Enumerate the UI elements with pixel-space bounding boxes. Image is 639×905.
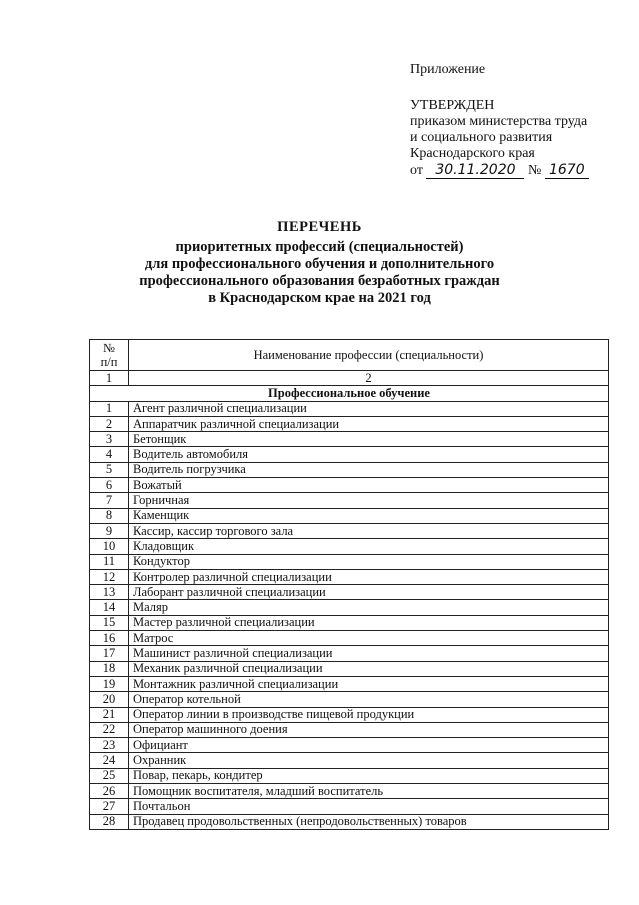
- table-row: [90, 447, 609, 462]
- row-number: 15: [90, 615, 129, 630]
- profession-name: Продавец продовольственных (непродовольственных) товаров: [129, 814, 609, 829]
- order-date-line: [410, 163, 589, 179]
- profession-name: Официант: [129, 738, 609, 753]
- table-row: [90, 646, 609, 661]
- row-number: 22: [90, 722, 129, 737]
- table-row: [90, 539, 609, 554]
- row-number: 5: [90, 462, 129, 477]
- row-number: 24: [90, 753, 129, 768]
- title-heading: ПЕРЕЧЕНЬ: [277, 219, 362, 235]
- profession-name: Бетонщик: [129, 432, 609, 447]
- table-row: [90, 600, 609, 615]
- row-number: 11: [90, 554, 129, 569]
- profession-name: Каменщик: [129, 508, 609, 523]
- handwritten-date: 30.11.2020: [426, 163, 524, 179]
- table-row: [90, 738, 609, 753]
- row-number: 14: [90, 600, 129, 615]
- profession-name: Оператор линии в производстве пищевой продукции: [129, 707, 609, 722]
- number-prefix: №: [527, 163, 542, 178]
- row-number: 27: [90, 799, 129, 814]
- row-number: 2: [90, 416, 129, 431]
- row-number: 28: [90, 814, 129, 829]
- header-name: Наименование профессии (специальности): [129, 340, 609, 371]
- profession-name: Машинист различной специализации: [129, 646, 609, 661]
- table-row: [90, 814, 609, 829]
- date-prefix: от: [410, 163, 423, 178]
- profession-name: Водитель погрузчика: [129, 462, 609, 477]
- section-title: Профессиональное обучение: [90, 386, 609, 401]
- row-number: 7: [90, 493, 129, 508]
- profession-name: Водитель автомобиля: [129, 447, 609, 462]
- table-row: [90, 478, 609, 493]
- profession-name: Монтажник различной специализации: [129, 676, 609, 691]
- profession-name: Оператор котельной: [129, 692, 609, 707]
- table-row: [90, 784, 609, 799]
- table-row: [90, 707, 609, 722]
- row-number: 4: [90, 447, 129, 462]
- table-row: [90, 416, 609, 431]
- table-row: [90, 753, 609, 768]
- row-number: 1: [90, 401, 129, 416]
- column-index: 1: [90, 371, 129, 386]
- table-row: [90, 692, 609, 707]
- table-row: [90, 722, 609, 737]
- row-number: 23: [90, 738, 129, 753]
- approved-label: УТВЕРЖДЕН: [410, 98, 495, 113]
- section-row: [90, 386, 609, 401]
- handwritten-number: 1670: [545, 163, 589, 179]
- approval-block: [410, 62, 589, 179]
- row-number: 18: [90, 661, 129, 676]
- table-row: [90, 676, 609, 691]
- row-number: 10: [90, 539, 129, 554]
- table-row: [90, 585, 609, 600]
- header-number-label: № п/п: [100, 341, 118, 369]
- profession-name: Оператор машинного доения: [129, 722, 609, 737]
- profession-name: Кладовщик: [129, 539, 609, 554]
- table-row: [90, 768, 609, 783]
- table-row: [90, 432, 609, 447]
- table-row: [90, 615, 609, 630]
- profession-name: Лаборант различной специализации: [129, 585, 609, 600]
- profession-name: Контролер различной специализации: [129, 569, 609, 584]
- profession-name: Кассир, кассир торгового зала: [129, 523, 609, 538]
- row-number: 13: [90, 585, 129, 600]
- column-index-row: [90, 371, 609, 386]
- document-title: [0, 219, 639, 307]
- table-header-row: [90, 340, 609, 371]
- row-number: 20: [90, 692, 129, 707]
- table-row: [90, 401, 609, 416]
- profession-name: Повар, пекарь, кондитер: [129, 768, 609, 783]
- profession-name: Охранник: [129, 753, 609, 768]
- profession-name: Матрос: [129, 631, 609, 646]
- profession-name: Кондуктор: [129, 554, 609, 569]
- title-line: для профессионального обучения и дополнительного: [144, 256, 495, 272]
- row-number: 12: [90, 569, 129, 584]
- appendix-label: Приложение: [410, 62, 486, 77]
- row-number: 26: [90, 784, 129, 799]
- table-row: [90, 554, 609, 569]
- title-line: приоритетных профессий (специальностей): [175, 239, 464, 255]
- table-row: [90, 523, 609, 538]
- row-number: 16: [90, 631, 129, 646]
- table-row: [90, 631, 609, 646]
- title-line: профессионального образования безработных граждан: [139, 273, 500, 289]
- title-line: в Краснодарском крае на 2021 год: [208, 290, 431, 306]
- table-row: [90, 462, 609, 477]
- profession-name: Агент различной специализации: [129, 401, 609, 416]
- professions-table: [89, 339, 609, 830]
- table-row: [90, 508, 609, 523]
- approval-line: Краснодарского края: [410, 146, 535, 161]
- profession-name: Механик различной специализации: [129, 661, 609, 676]
- row-number: 25: [90, 768, 129, 783]
- profession-name: Аппаратчик различной специализации: [129, 416, 609, 431]
- profession-name: Маляр: [129, 600, 609, 615]
- approval-line: и социального развития: [410, 130, 553, 145]
- header-number: [90, 340, 129, 371]
- table-row: [90, 661, 609, 676]
- row-number: 6: [90, 478, 129, 493]
- row-number: 8: [90, 508, 129, 523]
- profession-name: Горничная: [129, 493, 609, 508]
- profession-name: Почтальон: [129, 799, 609, 814]
- approval-line: приказом министерства труда: [410, 114, 588, 129]
- table-row: [90, 493, 609, 508]
- table-row: [90, 569, 609, 584]
- table-row: [90, 799, 609, 814]
- profession-name: Помощник воспитателя, младший воспитатель: [129, 784, 609, 799]
- row-number: 19: [90, 676, 129, 691]
- row-number: 17: [90, 646, 129, 661]
- profession-name: Мастер различной специализации: [129, 615, 609, 630]
- row-number: 21: [90, 707, 129, 722]
- column-index: 2: [129, 371, 609, 386]
- profession-name: Вожатый: [129, 478, 609, 493]
- row-number: 3: [90, 432, 129, 447]
- row-number: 9: [90, 523, 129, 538]
